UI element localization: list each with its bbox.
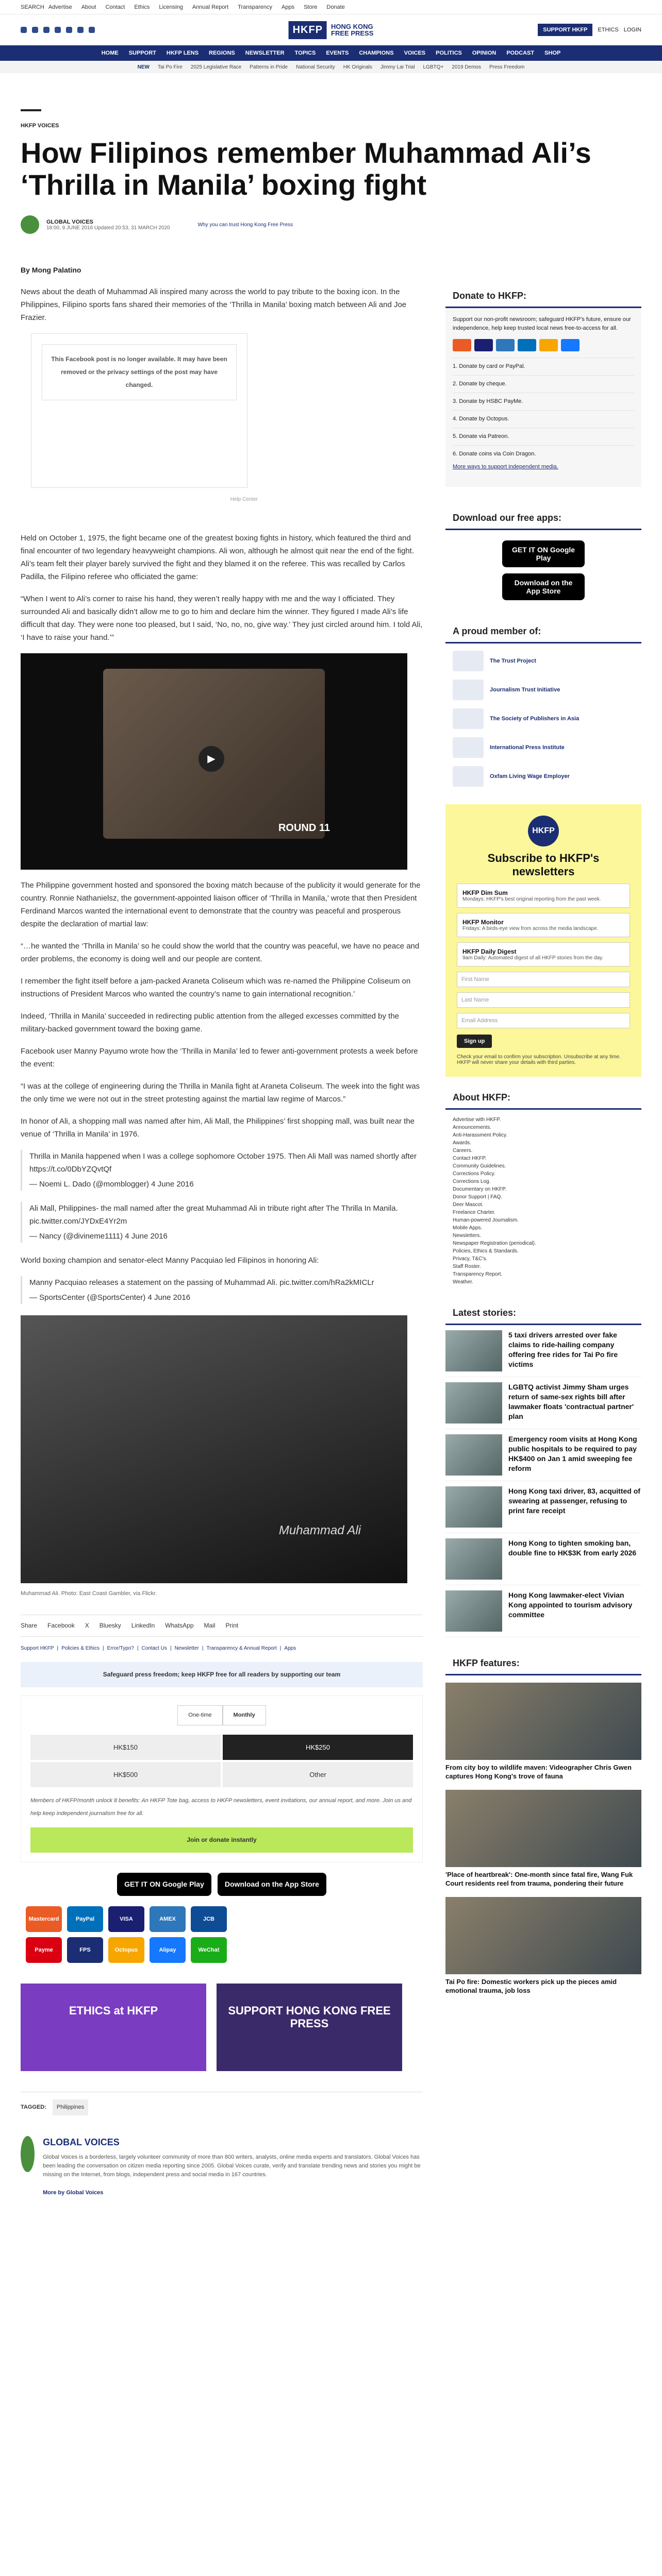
nav-item[interactable]: REGIONS <box>209 50 235 56</box>
newsletter-name: HKFP Daily Digest <box>462 948 517 955</box>
photo-signature: Muhammad Ali <box>278 1523 361 1537</box>
paragraph: The Philippine government hosted and sponsored the boxing match because of the publicity it would generate for the country. Ronnie Nathanielsz, the government-appointed liaison officer of ‘Thrilla in Manila,’ wrote that then President Ferdinand Marcos wanted the international event to demonstrate that the country was peaceful and prosperous despite the declaration of martial law: <box>21 881 421 928</box>
top-link[interactable]: Contact <box>105 4 125 10</box>
about-link[interactable]: Contact HKFP. <box>453 1156 487 1161</box>
newsletter-option[interactable] <box>457 913 630 937</box>
payment-logos <box>26 1906 423 1963</box>
tab-monthly[interactable]: Monthly <box>223 1705 266 1725</box>
first-name-input[interactable]: First Name <box>457 972 630 987</box>
share-x[interactable]: X <box>85 1622 89 1629</box>
tweet-embed <box>21 1202 423 1243</box>
article-photo <box>21 1315 407 1583</box>
about-link[interactable]: Corrections Log. <box>453 1179 491 1184</box>
video-overlay-text: ROUND 11 <box>278 822 330 834</box>
app-store-badge[interactable]: Download on the App Store <box>502 573 585 600</box>
support-link[interactable]: Transparency & Annual Report <box>206 1646 277 1651</box>
about-title: About HKFP: <box>445 1087 641 1110</box>
support-button[interactable]: SUPPORT HKFP <box>538 24 592 36</box>
share-linkedin[interactable]: LinkedIn <box>131 1622 155 1629</box>
features <box>445 1653 641 1995</box>
newsletter-name: HKFP Dim Sum <box>462 889 508 896</box>
share-bar <box>21 1615 423 1637</box>
trending-bar <box>0 61 662 73</box>
story-item[interactable] <box>445 1325 641 1377</box>
support-link[interactable]: Apps <box>284 1646 296 1651</box>
member-org[interactable]: The Trust Project <box>490 658 536 664</box>
feature-image[interactable] <box>445 1683 641 1760</box>
donate-method[interactable]: 3. Donate by HSBC PayMe. <box>453 393 634 410</box>
nav-item[interactable]: OPINION <box>472 50 496 56</box>
paragraph: Facebook user Manny Payumo wrote how the ‘Thrilla in Manila’ led to fewer anti-government protests a week before the event: <box>21 1047 418 1069</box>
about-link[interactable]: Freelance Charter. <box>453 1210 495 1215</box>
youtube-icon[interactable] <box>55 27 61 33</box>
logo-line: FREE PRESS <box>331 29 374 37</box>
story-title[interactable]: Hong Kong taxi driver, 83, acquitted of swearing at passenger, refusing to print fare receipt <box>508 1487 640 1515</box>
linkedin-icon[interactable] <box>66 27 72 33</box>
more-ways-link[interactable]: More ways to support independent media. <box>453 464 558 470</box>
support-link[interactable]: Error/Typo? <box>107 1646 134 1651</box>
paragraph: World boxing champion and senator-elect Manny Pacquiao led Filipinos in honoring Ali: <box>21 1256 319 1265</box>
story-item[interactable] <box>445 1377 641 1429</box>
member-org[interactable]: International Press Institute <box>490 744 565 751</box>
share-mail[interactable]: Mail <box>204 1622 216 1629</box>
x-icon[interactable] <box>32 27 38 33</box>
bio-name[interactable]: GLOBAL VOICES <box>43 2137 120 2147</box>
payment-logo: AMEX <box>150 1906 186 1932</box>
ethics-promo[interactable]: ETHICS at HKFP <box>21 1984 206 2071</box>
member-box <box>445 621 641 794</box>
support-links: Support HKFP | Policies & Ethics | Error/Typo? | Contact Us | Newsletter | Transparency & Annual Report | Apps <box>21 1642 423 1655</box>
byline: By Mong Palatino <box>21 266 81 274</box>
support-link[interactable]: Newsletter <box>174 1646 199 1651</box>
about-link[interactable]: Human-powered Journalism. <box>453 1217 519 1223</box>
tweet-text: Ali Mall, Philippines- the mall named after the great Muhammad Ali in tribute right after The Thrilla In Manila. pic.twitter.com/JYDxE4Yr2m <box>29 1204 398 1226</box>
newsletter-option[interactable] <box>457 942 630 967</box>
support-link[interactable]: Contact Us <box>141 1646 167 1651</box>
tweet-author[interactable]: — Nancy (@divineme1111) 4 June 2016 <box>29 1232 168 1241</box>
apps-box <box>445 507 641 611</box>
about-link[interactable]: Deer Mascot. <box>453 1202 484 1208</box>
more-by-author[interactable]: More by Global Voices <box>43 2190 104 2196</box>
share-label: Share <box>21 1622 38 1629</box>
support-promo[interactable]: SUPPORT HONG KONG FREE PRESS <box>217 1984 402 2071</box>
newsletter-note: Check your email to confirm your subscription. Unsubscribe at any time. HKFP will never share your details with third parties. <box>457 1054 621 1065</box>
story-title[interactable]: Hong Kong lawmaker-elect Vivian Kong appointed to tourism advisory committee <box>508 1591 633 1619</box>
donate-method[interactable]: 1. Donate by card or PayPal. <box>453 358 634 375</box>
social-icons <box>21 27 95 33</box>
amex-icon <box>496 339 515 351</box>
tweet-author[interactable]: — Noemi L. Dado (@momblogger) 4 June 2016 <box>29 1180 194 1189</box>
amount-option[interactable]: HK$250 <box>223 1735 413 1760</box>
share-facebook[interactable]: Facebook <box>47 1622 75 1629</box>
story-title[interactable]: LGBTQ activist Jimmy Sham urges return of same-sex rights bill after lawmaker floats 'contractual partner' plan <box>508 1383 634 1420</box>
article-body <box>21 285 423 2207</box>
trending-item[interactable]: Tai Po Fire <box>157 64 183 70</box>
facebook-embed <box>31 333 247 488</box>
newsletter-option[interactable] <box>457 884 630 908</box>
article-kicker[interactable]: HKFP VOICES <box>21 123 59 129</box>
top-link[interactable]: Advertise <box>48 4 72 10</box>
feature-title[interactable]: Tai Po fire: Domestic workers pick up the pieces amid emotional trauma, job loss <box>445 1978 617 1994</box>
about-link[interactable]: Careers. <box>453 1148 473 1154</box>
quote: “When I went to Ali’s corner to raise his hand, they weren’t really happy with me and the way I officiated. They surrounded Ali and basically didn’t allow me to go to him and declare him the winner. They figured I made Ali’s life difficult that day. They were none too pleased, but I said, ‘No, no, no, give way.’ They just circled around him. I told Ali, ‘I have to raise your hand.’” <box>21 595 423 642</box>
top-link[interactable]: Annual Report <box>192 4 229 10</box>
sidebar <box>445 285 641 2207</box>
newsletter-signup <box>445 804 641 1077</box>
jti-logo <box>453 680 484 700</box>
join-button[interactable]: Join or donate instantly <box>30 1827 413 1853</box>
about-link[interactable]: Advertise with HKFP. <box>453 1117 501 1123</box>
paragraph: News about the death of Muhammad Ali inspired many across the world to pay tribute to the boxing icon. In the Philippines, Filipino sports fans shared their memories of the ‘Thrilla in Manila’ boxing match between Ali and Joe Frazier. <box>21 287 407 322</box>
play-icon[interactable]: ▶ <box>198 746 224 772</box>
about-link[interactable]: Community Guidelines. <box>453 1163 506 1169</box>
nav-item[interactable]: PODCAST <box>506 50 535 56</box>
paypal-icon <box>518 339 536 351</box>
newsletter-desc: Mondays: HKFP's best original reporting from the past week. <box>462 896 601 902</box>
feature-title[interactable]: 'Place of heartbreak': One-month since fatal fire, Wang Fuk Court residents reel from trauma, pondering their future <box>445 1871 633 1887</box>
about-link[interactable]: Announcements. <box>453 1125 492 1130</box>
author-bio <box>21 2136 423 2207</box>
rss-icon[interactable] <box>89 27 95 33</box>
member-org[interactable]: The Society of Publishers in Asia <box>490 716 580 722</box>
oxfam-logo <box>453 766 484 787</box>
trending-item[interactable]: National Security <box>296 64 335 70</box>
about-link[interactable]: Anti-Harassment Policy. <box>453 1132 507 1138</box>
site-header <box>0 14 662 45</box>
about-link[interactable]: Documentary on HKFP. <box>453 1187 507 1192</box>
ipi-logo <box>453 737 484 758</box>
trending-item[interactable]: Press Freedom <box>489 64 525 70</box>
support-link[interactable]: Support HKFP <box>21 1646 54 1651</box>
amount-option[interactable]: HK$500 <box>30 1762 221 1787</box>
about-link[interactable]: Corrections Policy. <box>453 1171 495 1177</box>
newsletter-desc: 9am Daily: Automated digest of all HKFP stories from the day. <box>462 955 604 961</box>
instagram-icon[interactable] <box>43 27 49 33</box>
about-link[interactable]: Newspaper Registration (periodical). <box>453 1241 536 1246</box>
payment-logo: WeChat <box>191 1937 227 1963</box>
top-link[interactable]: Transparency <box>238 4 272 10</box>
about-link[interactable]: Staff Roster. <box>453 1264 481 1269</box>
story-item[interactable] <box>445 1429 641 1481</box>
facebook-embed-message: This Facebook post is no longer available. It may have been removed or the privacy settings of the post may have changed. <box>42 344 237 400</box>
share-whatsapp[interactable]: WhatsApp <box>165 1622 194 1629</box>
facebook-icon[interactable] <box>21 27 27 33</box>
story-thumbnail[interactable] <box>445 1538 502 1580</box>
story-title[interactable]: 5 taxi drivers arrested over fake claims to ride-hailing company offering free rides for Tai Po fire victims <box>508 1331 618 1368</box>
donate-method[interactable]: 4. Donate by Octopus. <box>453 410 634 428</box>
trending-item[interactable]: HK Originals <box>343 64 372 70</box>
member-org[interactable]: Journalism Trust Initiative <box>490 687 560 693</box>
search-link[interactable]: SEARCH <box>21 4 44 10</box>
article-title: How Filipinos remember Muhammad Ali’s ‘Thrilla in Manila’ boxing fight <box>21 137 591 201</box>
donation-widget <box>21 1696 423 1862</box>
newsletter-logo: HKFP <box>528 816 559 846</box>
signup-button[interactable]: Sign up <box>457 1035 492 1048</box>
logo-box: HKFP <box>289 21 327 39</box>
top-link[interactable]: Store <box>304 4 318 10</box>
email-input[interactable]: Email Address <box>457 1013 630 1028</box>
nav-item[interactable]: EVENTS <box>326 50 349 56</box>
latest-title: Latest stories: <box>445 1302 641 1325</box>
top-link[interactable]: Ethics <box>134 4 150 10</box>
newsletter-name: HKFP Monitor <box>462 919 504 926</box>
tweet-embed <box>21 1276 423 1304</box>
tweet-author[interactable]: — SportsCenter (@SportsCenter) 4 June 2016 <box>29 1293 191 1302</box>
tags <box>21 2092 423 2115</box>
donate-method[interactable]: 6. Donate coins via Coin Dragon. <box>453 445 634 463</box>
google-play-badge[interactable]: GET IT ON Google Play <box>502 540 585 567</box>
safeguard-banner[interactable]: Safeguard press freedom; keep HKFP free for all readers by supporting our team <box>21 1662 423 1687</box>
photo-caption: Muhammad Ali. Photo: East Coast Gambler, via Flickr. <box>21 1590 157 1597</box>
share-print[interactable]: Print <box>225 1622 239 1629</box>
nav-item[interactable]: SUPPORT <box>128 50 156 56</box>
story-title[interactable]: Hong Kong to tighten smoking ban, double fine to HK$3K from early 2026 <box>508 1539 637 1557</box>
top-links <box>48 4 345 10</box>
donate-box <box>445 285 641 487</box>
latest-stories <box>445 1302 641 1637</box>
story-item[interactable] <box>445 1481 641 1533</box>
tweet-text: Thrilla in Manila happened when I was a college sophomore October 1975. Then Ali Mall was named shortly after https://t.co/0DbYZQvtQf <box>29 1152 417 1174</box>
about-link[interactable]: Policies, Ethics & Standards. <box>453 1248 519 1254</box>
about-link[interactable]: Privacy, T&C's. <box>453 1256 488 1262</box>
quote: “I was at the college of engineering during the Thrilla in Manila fight at Araneta Coliseum. The week into the fight was the only time we were not out in the street protesting against the martial law regime of Marcos.” <box>21 1082 420 1104</box>
apps-title: Download our free apps: <box>445 507 641 530</box>
about-link[interactable]: Weather. <box>453 1279 473 1285</box>
paragraph: Indeed, ‘Thrilla in Manila’ succeeded in redirecting public attention from the alleged excesses committed by the military-backed government toward the boxing game. <box>21 1012 400 1033</box>
amount-option[interactable]: Other <box>223 1762 413 1787</box>
last-name-input[interactable]: Last Name <box>457 992 630 1008</box>
app-store-badge[interactable]: Download on the App Store <box>218 1873 326 1896</box>
story-thumbnail[interactable] <box>445 1382 502 1423</box>
trending-label: NEW <box>137 64 150 70</box>
about-box <box>445 1087 641 1292</box>
ethics-link[interactable]: ETHICS <box>598 27 619 33</box>
story-title[interactable]: Emergency room visits at Hong Kong public hospitals to be required to pay HK$400 on Jan 1 amid sweeping fee reform <box>508 1435 637 1472</box>
features-title: HKFP features: <box>445 1653 641 1675</box>
about-link[interactable]: Transparency Report. <box>453 1272 503 1277</box>
top-link[interactable]: Apps <box>282 4 295 10</box>
payment-logo: PayPal <box>67 1906 103 1932</box>
nav-item[interactable]: TOPICS <box>294 50 316 56</box>
site-logo[interactable] <box>289 21 374 39</box>
top-bar <box>0 0 662 14</box>
member-benefits: Members of HKFP/month unlock 8 benefits: An HKFP Tote bag, access to HKFP newsletters, event invitations, our annual report, and more. Join us and help keep independent journalism free for all. <box>30 1798 412 1817</box>
nav-item[interactable]: NEWSLETTER <box>245 50 285 56</box>
visa-icon <box>474 339 493 351</box>
top-link[interactable]: Licensing <box>159 4 183 10</box>
article-meta <box>21 215 641 234</box>
top-link[interactable]: About <box>81 4 96 10</box>
member-title: A proud member of: <box>445 621 641 643</box>
sopa-logo <box>453 708 484 729</box>
google-play-badge[interactable]: GET IT ON Google Play <box>117 1873 211 1896</box>
trending-item[interactable]: Patterns in Pride <box>250 64 288 70</box>
quote: “…he wanted the ‘Thrilla in Manila’ so he could show the world that the country was peaceful, we have no peace and order problems, the economy is doing well and our people are content. <box>21 942 420 963</box>
nav-item[interactable]: HOME <box>101 50 119 56</box>
tweet-embed <box>21 1150 423 1191</box>
about-link[interactable]: Awards. <box>453 1140 471 1146</box>
trending-item[interactable]: Jimmy Lai Trial <box>380 64 415 70</box>
top-link[interactable]: Donate <box>326 4 345 10</box>
payment-logo: Payme <box>26 1937 62 1963</box>
story-item[interactable] <box>445 1533 641 1585</box>
donate-title: Donate to HKFP: <box>445 285 641 308</box>
tag-item[interactable]: Philippines <box>53 2099 88 2115</box>
author-name[interactable]: GLOBAL VOICES <box>46 218 93 225</box>
bio-text: Global Voices is a borderless, largely volunteer community of more than 800 writers, analysts, online media experts and translators. Global Voices has been leading the conversation on citizen media reporting since 2005. Global Voices curate, verify and translate trending news and stories you might be missing on the Internet, from blogs, independent press and social media in 167 countries. <box>43 2154 421 2178</box>
newsletter-title: Subscribe to HKFP's newsletters <box>487 852 600 878</box>
help-center-link[interactable]: Help Center <box>230 497 258 502</box>
mastercard-icon <box>453 339 471 351</box>
story-thumbnail[interactable] <box>445 1590 502 1632</box>
feature-title[interactable]: From city boy to wildlife maven: Videographer Chris Gwen captures Hong Kong's trove of fauna <box>445 1764 632 1780</box>
feature-image[interactable] <box>445 1897 641 1974</box>
trust-project-logo <box>453 651 484 671</box>
feature-item[interactable] <box>445 1790 641 1888</box>
payment-logo: FPS <box>67 1937 103 1963</box>
nav-item[interactable]: SHOP <box>544 50 561 56</box>
trending-item[interactable]: 2025 Legislative Race <box>190 64 242 70</box>
trending-item[interactable]: 2019 Demos <box>452 64 481 70</box>
about-link[interactable]: Newsletters. <box>453 1233 482 1239</box>
feature-image[interactable] <box>445 1790 641 1867</box>
login-link[interactable]: LOGIN <box>623 27 641 33</box>
about-link[interactable]: Mobile Apps. <box>453 1225 483 1231</box>
amount-option[interactable]: HK$150 <box>30 1735 221 1760</box>
donate-text[interactable]: Support our non-profit newsroom; safeguard HKFP's future, ensure our independence, help keep trusted local news free-to-access for all. <box>453 316 631 331</box>
payment-logo: VISA <box>108 1906 144 1932</box>
paragraph: Held on October 1, 1975, the fight became one of the greatest boxing fights in history, which featured the third and final encounter of two legendary heavyweight champions. Ali won, although he almost quit near the end of the fight. Ali’s team felt their player barely survived the fight and they blamed it on the referee. This was recalled by Carlos Padilla, the Filipino referee who officiated the game: <box>21 534 414 581</box>
story-thumbnail[interactable] <box>445 1486 502 1528</box>
title-rule <box>21 109 41 111</box>
article-dates: 18:00, 9 JUNE 2016 Updated 20:53, 31 MARCH 2020 <box>46 225 170 231</box>
threads-icon[interactable] <box>77 27 84 33</box>
tags-label: TAGGED: <box>21 2104 46 2110</box>
author-logo[interactable] <box>21 2136 35 2172</box>
feature-item[interactable] <box>445 1897 641 1995</box>
tweet-text: Manny Pacquiao releases a statement on the passing of Muhammad Ali. pic.twitter.com/hRa2kMICLr <box>29 1278 374 1287</box>
feature-item[interactable] <box>445 1683 641 1781</box>
about-link[interactable]: Donor Support | FAQ. <box>453 1194 502 1200</box>
paragraph: In honor of Ali, a shopping mall was named after him, Ali Mall, the Philippines’ first shopping mall, was built near the venue of ‘Thrilla in Manila’ in 1976. <box>21 1117 415 1139</box>
video-embed[interactable] <box>21 653 407 870</box>
member-org[interactable]: Oxfam Living Wage Employer <box>490 773 570 779</box>
payment-logo: Octopus <box>108 1937 144 1963</box>
tab-one-time[interactable]: One-time <box>177 1705 222 1725</box>
nav-item[interactable]: HKFP LENS <box>166 50 199 56</box>
story-thumbnail[interactable] <box>445 1434 502 1476</box>
author-avatar[interactable] <box>21 215 39 234</box>
paragraph: I remember the fight itself before a jam-packed Araneta Coliseum which was re-named the Philippine Coliseum on instructions of President Marcos who wanted the country’s name to gain international recognition.’ <box>21 977 411 998</box>
trust-link[interactable]: Why you can trust Hong Kong Free Press <box>197 222 293 228</box>
octopus-icon <box>539 339 558 351</box>
alipay-icon <box>561 339 580 351</box>
donate-method[interactable]: 2. Donate by cheque. <box>453 375 634 393</box>
payment-logo: JCB <box>191 1906 227 1932</box>
main-nav <box>0 45 662 61</box>
newsletter-desc: Fridays: A birds-eye view from across the media landscape. <box>462 926 599 931</box>
trending-item[interactable]: LGBTQ+ <box>423 64 444 70</box>
nav-item[interactable]: CHAMPIONS <box>359 50 394 56</box>
logo-line: HONG KONG <box>331 23 373 30</box>
nav-item[interactable]: POLITICS <box>436 50 462 56</box>
donate-method[interactable]: 5. Donate via Patreon. <box>453 428 634 445</box>
story-thumbnail[interactable] <box>445 1330 502 1371</box>
share-bluesky[interactable]: Bluesky <box>99 1622 121 1629</box>
payment-logo: Alipay <box>150 1937 186 1963</box>
support-link[interactable]: Policies & Ethics <box>61 1646 100 1651</box>
payment-logo: Mastercard <box>26 1906 62 1932</box>
story-item[interactable] <box>445 1585 641 1637</box>
nav-item[interactable]: VOICES <box>404 50 426 56</box>
